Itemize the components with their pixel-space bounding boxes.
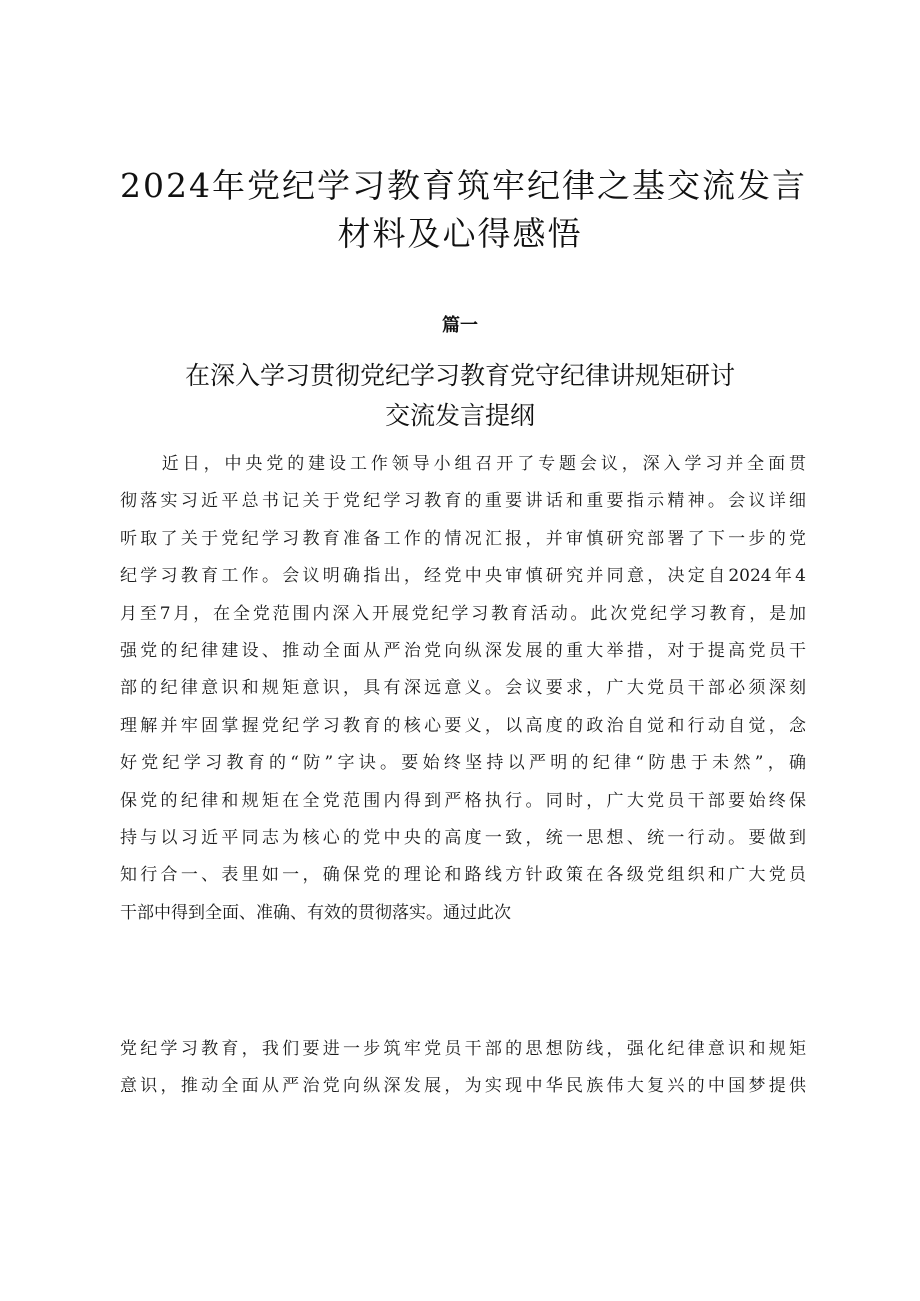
body-paragraph xyxy=(120,446,806,932)
body-paragraph xyxy=(120,1031,806,1106)
paragraph-line: 听取了关于党纪学习教育准备工作的情况汇报，并审慎研究部署了下一步的党 xyxy=(120,528,806,549)
section-heading-line: 在深入学习贯彻党纪学习教育党守纪律讲规矩研讨 xyxy=(184,361,735,390)
paragraph-line: 强党的纪律建设、推动全面从严治党向纵深发展的重大举措，对于提高党员干 xyxy=(120,641,806,662)
paragraph-line: 持与以习近平同志为核心的党中央的高度一致，统一思想、统一行动。要做到 xyxy=(120,828,806,849)
paragraph-line: 近日，中央党的建设工作领导小组召开了专题会议，深入学习并全面贯 xyxy=(120,454,806,474)
paragraph-line: 彻落实习近平总书记关于党纪学习教育的重要讲话和重要指示精神。会议详细 xyxy=(120,491,806,512)
paragraph-line: 保党的纪律和规矩在全党范围内得到严格执行。同时，广大党员干部要始终保 xyxy=(120,790,806,811)
document-title xyxy=(120,162,807,258)
paragraph-line: 好党纪学习教育的“防”字诀。要始终坚持以严明的纪律“防患于未然”，确 xyxy=(120,753,806,774)
paragraph-line: 知行合一、表里如一，确保党的理论和路线方针政策在各级党组织和广大党员 xyxy=(120,865,806,886)
paragraph-line: 党纪学习教育，我们要进一步筑牢党员干部的思想防线，强化纪律意识和规矩 xyxy=(120,1039,806,1059)
paragraph-line: 月至7月，在全党范围内深入开展党纪学习教育活动。此次党纪学习教育，是加 xyxy=(120,603,806,624)
document-title-line: 材料及心得感悟 xyxy=(337,214,583,253)
paragraph-line: 理解并牢固掌握党纪学习教育的核心要义，以高度的政治自觉和行动自觉，念 xyxy=(120,715,806,736)
section-heading-line: 交流发言提纲 xyxy=(384,401,535,430)
section-heading xyxy=(120,356,800,436)
paragraph-line: 意识，推动全面从严治党向纵深发展，为实现中华民族伟大复兴的中国梦提供 xyxy=(120,1076,806,1097)
section-label: 篇一 xyxy=(442,315,478,336)
document-title-line: 2024年党纪学习教育筑牢纪律之基交流发言 xyxy=(120,166,807,205)
paragraph-line: 部的纪律意识和规矩意识，具有深远意义。会议要求，广大党员干部必须深刻 xyxy=(120,678,806,699)
paragraph-line: 纪学习教育工作。会议明确指出，经党中央审慎研究并同意，决定自2024年4 xyxy=(120,566,806,587)
paragraph-line: 干部中得到全面、准确、有效的贯彻落实。通过此次 xyxy=(120,902,511,923)
